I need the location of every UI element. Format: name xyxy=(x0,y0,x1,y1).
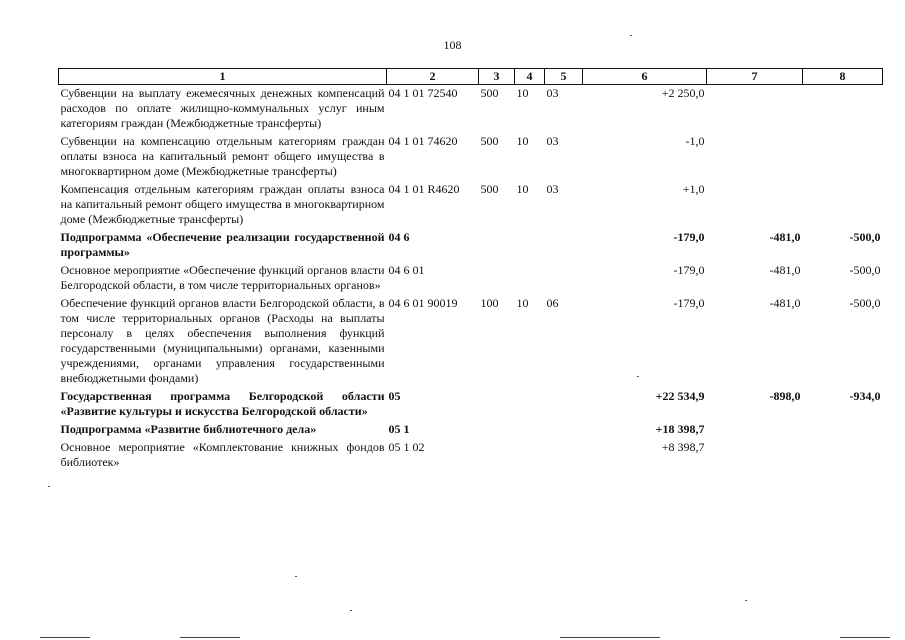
column-header-8: 8 xyxy=(803,69,883,85)
col-5-value: 03 xyxy=(546,134,559,148)
col-3-value xyxy=(479,388,515,421)
budget-code: 05 1 xyxy=(388,422,410,436)
col-5-value xyxy=(545,421,583,439)
col-4-value xyxy=(515,421,545,439)
col-7-amount xyxy=(707,133,803,181)
column-header-4: 4 xyxy=(515,69,545,85)
col-3-value xyxy=(479,262,515,295)
table-row xyxy=(59,181,883,229)
col-5-value xyxy=(545,262,583,295)
col-8-amount: -500,0 xyxy=(849,230,881,244)
budget-code: 05 1 02 xyxy=(388,440,425,454)
scan-speck xyxy=(637,376,639,377)
col-3-value xyxy=(479,439,515,472)
col-7-amount xyxy=(707,439,803,472)
budget-code: 04 1 01 74620 xyxy=(388,134,458,148)
table-row xyxy=(59,421,883,439)
budget-code: 04 1 01 R4620 xyxy=(388,182,460,196)
col-4-value xyxy=(515,388,545,421)
page-number: 108 xyxy=(443,38,462,52)
column-header-3: 3 xyxy=(479,69,515,85)
col-4-value: 10 xyxy=(516,134,529,148)
col-4-value xyxy=(515,229,545,262)
col-6-amount: +22 534,9 xyxy=(655,389,705,403)
column-header-6: 6 xyxy=(583,69,707,85)
col-5-value xyxy=(545,439,583,472)
col-7-amount: -481,0 xyxy=(769,296,801,310)
col-7-amount xyxy=(707,421,803,439)
col-4-value: 10 xyxy=(516,86,529,100)
scan-speck xyxy=(630,35,632,36)
col-3-value: 500 xyxy=(480,182,499,196)
item-name: Субвенции на выплату ежемесячных денежных компенсаций расходов по оплате жилищно-коммунальных услуг иным категориям граждан (Межбюджетные трансферты) xyxy=(60,86,385,130)
col-7-amount: -898,0 xyxy=(769,389,801,403)
item-name: Обеспечение функций органов власти Белгородской области, в том числе территориальных органов (Расходы на выплаты персоналу в целях обеспечения выполнения функций государственными (муниципальными) органами, казенными учреждениями, органами управления государственными внебюджетными фондами) xyxy=(60,296,385,385)
item-name: Государственная программа Белгородской области «Развитие культуры и искусства Белгородской области» xyxy=(60,389,385,418)
col-6-amount: +8 398,7 xyxy=(661,440,705,454)
col-3-value xyxy=(479,229,515,262)
budget-code: 04 6 01 90019 xyxy=(388,296,458,310)
table-row xyxy=(59,439,883,472)
col-6-amount: +2 250,0 xyxy=(661,86,705,100)
column-header-5: 5 xyxy=(545,69,583,85)
budget-code: 04 1 01 72540 xyxy=(388,86,458,100)
budget-code: 04 6 01 xyxy=(388,263,425,277)
scan-artifact-line xyxy=(180,637,240,638)
item-name: Субвенции на компенсацию отдельным категориям граждан оплаты взноса на капитальный ремонт общего имущества в многоквартирном доме (Межбюджетные трансферты) xyxy=(60,134,385,178)
col-5-value: 03 xyxy=(546,86,559,100)
col-7-amount xyxy=(707,181,803,229)
scan-speck xyxy=(48,486,50,487)
item-name: Подпрограмма «Обеспечение реализации государственной программы» xyxy=(60,230,385,259)
item-name: Подпрограмма «Развитие библиотечного дела» xyxy=(60,422,317,436)
column-header-2: 2 xyxy=(387,69,479,85)
table-row xyxy=(59,388,883,421)
header-row xyxy=(59,69,883,85)
column-header-7: 7 xyxy=(707,69,803,85)
col-7-amount: -481,0 xyxy=(769,263,801,277)
col-3-value: 100 xyxy=(480,296,499,310)
col-6-amount: -179,0 xyxy=(673,296,705,310)
col-3-value: 500 xyxy=(480,86,499,100)
table-row xyxy=(59,229,883,262)
col-8-amount: -934,0 xyxy=(849,389,881,403)
col-6-amount: -1,0 xyxy=(685,134,705,148)
budget-code: 04 6 xyxy=(388,230,410,244)
budget-table xyxy=(58,68,883,472)
col-6-amount: -179,0 xyxy=(673,263,705,277)
table-row xyxy=(59,85,883,134)
col-8-amount xyxy=(803,181,883,229)
column-header-1: 1 xyxy=(59,69,387,85)
item-name: Основное мероприятие «Обеспечение функций органов власти Белгородской области, в том числе территориальных органов» xyxy=(60,263,385,292)
col-7-amount: -481,0 xyxy=(769,230,801,244)
col-6-amount: +18 398,7 xyxy=(655,422,705,436)
scan-artifact-line xyxy=(840,637,890,638)
scan-artifact-line xyxy=(560,637,660,638)
col-5-value: 06 xyxy=(546,296,559,310)
col-8-amount xyxy=(803,133,883,181)
col-8-amount xyxy=(803,85,883,134)
col-4-value xyxy=(515,262,545,295)
table-row xyxy=(59,295,883,388)
col-6-amount: +1,0 xyxy=(682,182,705,196)
col-5-value: 03 xyxy=(546,182,559,196)
col-3-value xyxy=(479,421,515,439)
col-5-value xyxy=(545,229,583,262)
col-8-amount xyxy=(803,421,883,439)
col-8-amount: -500,0 xyxy=(849,263,881,277)
col-4-value xyxy=(515,439,545,472)
item-name: Компенсация отдельным категориям граждан оплаты взноса на капитальный ремонт общего имущества в многоквартирном доме (Межбюджетные трансферты) xyxy=(60,182,385,226)
col-7-amount xyxy=(707,85,803,134)
col-8-amount: -500,0 xyxy=(849,296,881,310)
item-name: Основное мероприятие «Комплектование книжных фондов библиотек» xyxy=(60,440,385,469)
col-5-value xyxy=(545,388,583,421)
col-3-value: 500 xyxy=(480,134,499,148)
col-4-value: 10 xyxy=(516,182,529,196)
col-8-amount xyxy=(803,439,883,472)
scan-speck xyxy=(350,610,352,611)
table-header xyxy=(59,69,883,85)
col-6-amount: -179,0 xyxy=(673,230,705,244)
budget-code: 05 xyxy=(388,389,401,403)
table-row xyxy=(59,262,883,295)
col-4-value: 10 xyxy=(516,296,529,310)
table-body xyxy=(59,85,883,473)
scan-speck xyxy=(745,600,747,601)
scan-speck xyxy=(295,576,297,577)
scan-artifact-line xyxy=(40,637,90,638)
table-row xyxy=(59,133,883,181)
